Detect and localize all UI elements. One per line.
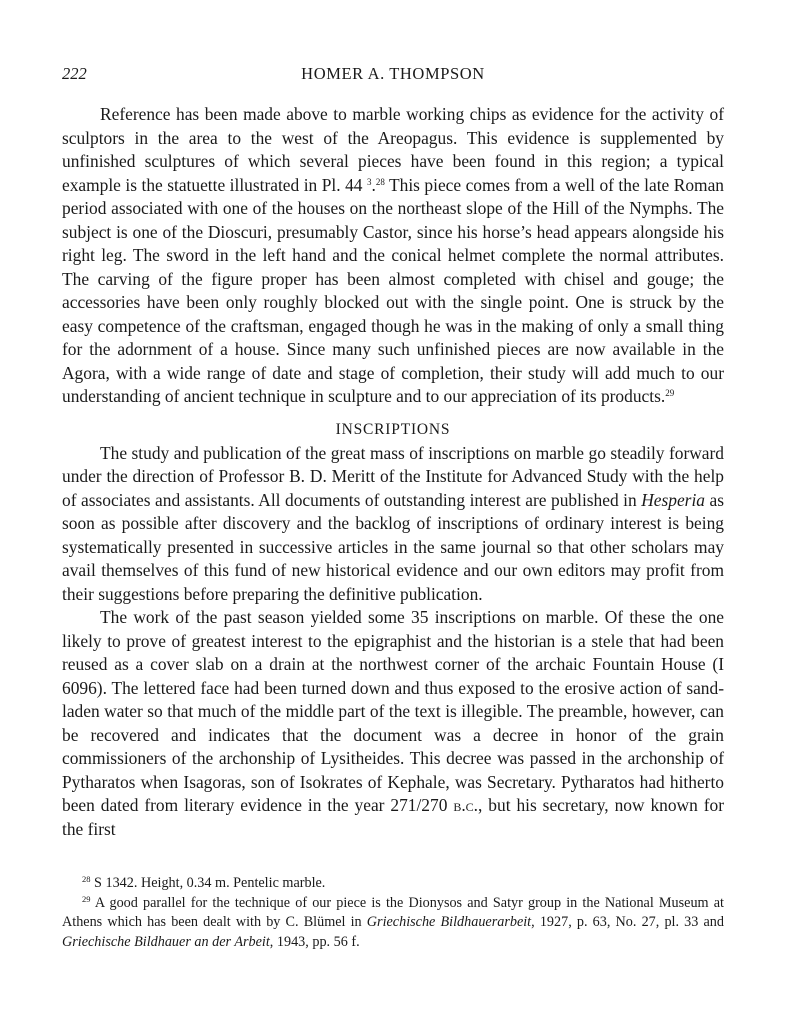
running-title: HOMER A. THOMPSON [301,64,485,83]
paragraph-text: Reference has been made above to marble working chips as evidence for the activity of sculptors in the area to the west of the Areopagus. This evidence is supplemented by unfinished sculptures of which several pieces have been found in this region; a typical example is the statuette illustrated in Pl. 44 [62,104,724,195]
section-heading-inscriptions: INSCRIPTIONS [335,420,451,438]
paragraph-text: as soon as possible after discovery and the backlog of inscriptions of ordinary interest is being systematically presented in successive articles in the same journal so that other scholars may avail themselves of this fund of new historical evidence and our own editors may profit from their suggestions before preparing the definitive publication. [62,489,724,604]
footnote-text: , 1943, pp. 56 f. [269,933,360,950]
paragraph-text: The study and publication of the great mass of inscriptions on marble go steadily forward under the direction of Professor B. D. Meritt of the Institute for Advanced Study with the help of associates and assistants. All documents of outstanding interest are published in [62,442,724,510]
footnote-29 [62,894,724,953]
footnote-28 [62,874,724,894]
footnote-text: A good parallel for the technique of our piece is the Dionysos and Satyr group in the National Museum at Athens which has been dealt with by C. Blümel in [62,894,724,930]
footnote-mark: 29 [82,893,91,904]
footnote-text: S 1342. Height, 0.34 m. Pentelic marble. [90,875,326,891]
paragraph-text: The work of the past season yielded some 35 inscriptions on marble. Of these the one likely to prove of greatest interest to the epigraphist and the historian is a stele that had been reused as a cover slab on a drain at the northwest corner of the archaic Fountain House (I 6096). The lettered face had been turned down and thus exposed to the erosive action of sand-laden water so that much of the middle part of the text is illegible. The preamble, however, can be recovered and indicates that the document was a decree in honor of the grain commissioners of the archonship of Lysitheides. This decree was passed in the archonship of Pytharatos when Isagoras, son of Isokrates of Kephale, was Secretary. Pytharatos had hitherto been dated from literary evidence in the year 271/270 [62,607,724,815]
journal-title: Hesperia [641,489,705,510]
article-body [62,103,724,841]
cited-title: Griechische Bildhauer an der Arbeit [62,933,270,950]
footnote-text: , 1927, p. 63, No. 27, pl. 33 and [531,914,724,930]
cited-title: Griechische Bildhauerarbeit [366,914,532,930]
footnotes [62,874,724,952]
paragraph-text: , but his secretary, now known for the first [62,795,724,839]
paragraph-publication [62,442,724,607]
paragraph-text: This piece comes from a well of the late Roman period associated with one of the houses on the northeast slope of the Hill of the Nymphs. The subject is one of the Dioscuri, presumably Castor, since his horse’s head appears alongside his right leg. The sword in the left hand and the conical helmet complete the normal attributes. The carving of the figure proper has been almost completed with chisel and gouge; the accessories have been only roughly blocked out with the single point. One is struck by the easy competence of the craftsman, engaged though he was in the making of only a small thing for the adornment of a house. Since many such unfinished pieces are now available in the Agora, with a wide range of date and stage of completion, their study will add much to our understanding of ancient technique in sculpture and to our appreciation of its products. [62,174,724,406]
footnote-ref-29[interactable]: 29 [665,388,675,398]
plate-subscript: 3 [366,176,372,187]
era-abbreviation: b.c. [453,795,479,815]
paragraph-sculpture [62,103,724,409]
footnote-mark: 28 [82,874,91,884]
paragraph-season-work [62,606,724,841]
paragraph-text: . [371,174,376,195]
page-header [62,62,724,86]
page-number: 222 [62,64,87,83]
footnote-ref-28[interactable]: 28 [375,176,385,187]
